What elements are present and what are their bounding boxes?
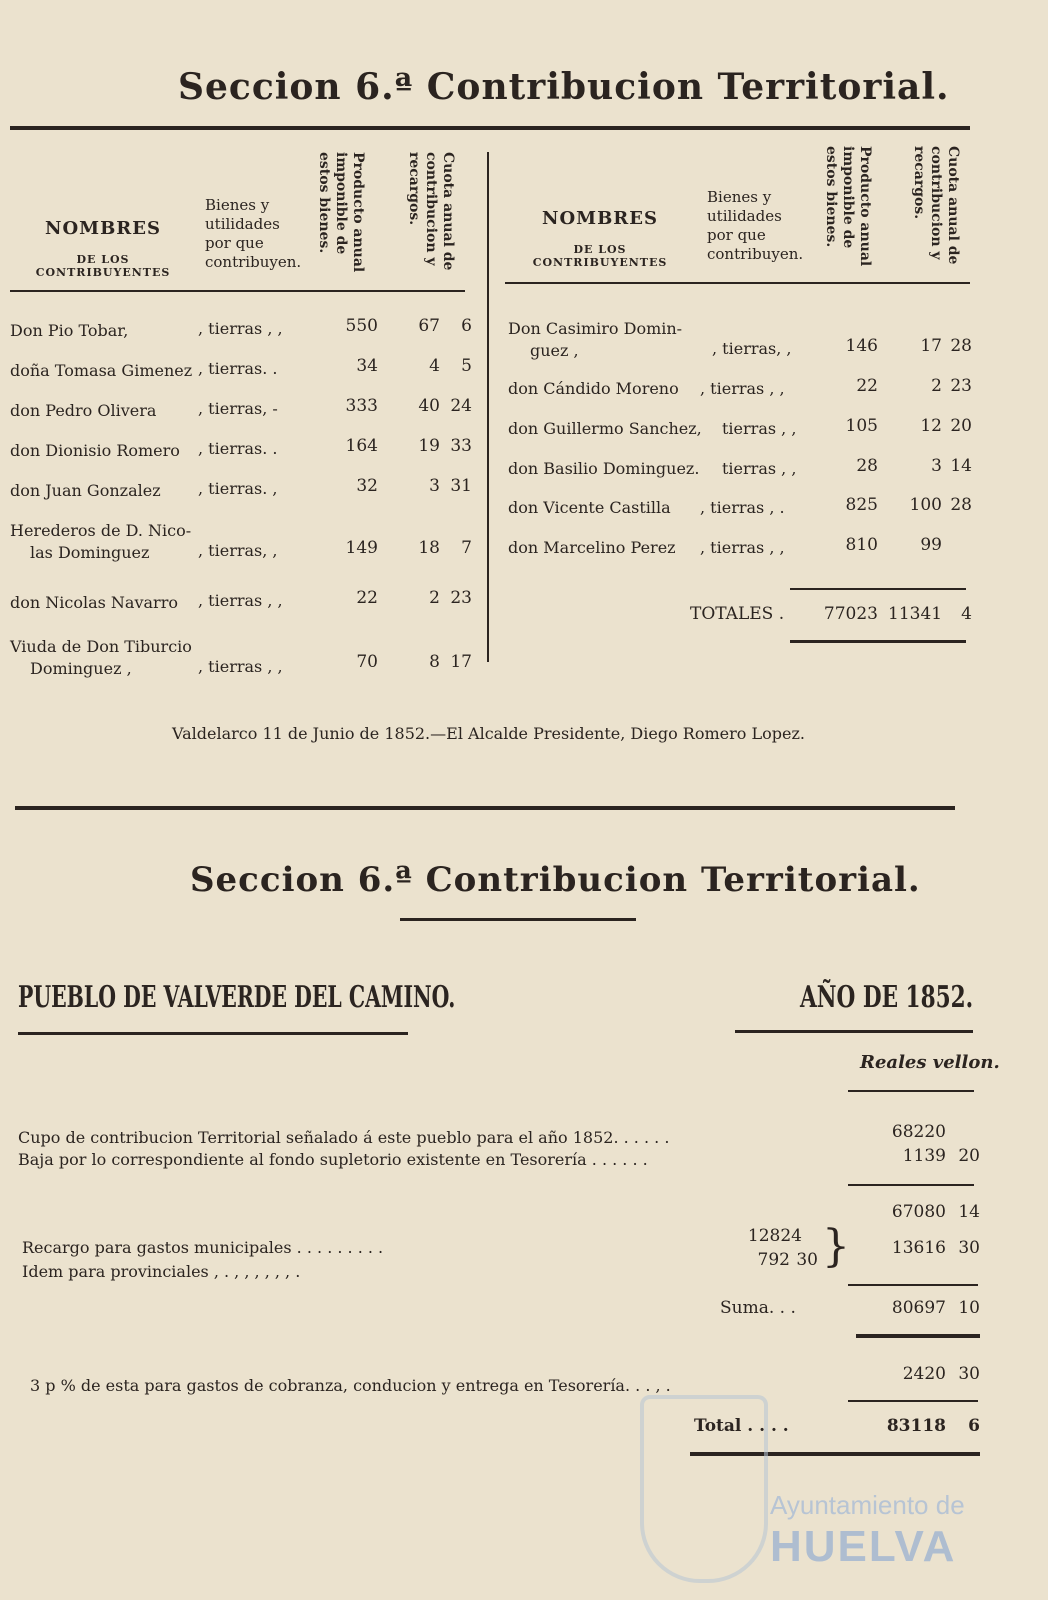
contributor-cuota-reales: 8	[429, 652, 440, 672]
contributor-cuota-reales: 40	[418, 396, 440, 416]
recargo-municipal-line: Recargo para gastos municipales . . . . . . . . .	[22, 1238, 384, 1257]
contributor-bienes: , tierras , ,	[198, 591, 283, 610]
contributor-producto: 149	[345, 538, 378, 558]
cobranza-value: 2420	[902, 1364, 946, 1384]
contributor-cuota-mrs: 6	[461, 316, 472, 336]
contributor-producto: 333	[345, 396, 378, 416]
city-seal-watermark	[640, 1395, 768, 1583]
contributor-cuota-reales: 4	[429, 356, 440, 376]
signature-line: Valdelarco 11 de Junio de 1852.—El Alcalde Presidente, Diego Romero Lopez.	[172, 724, 805, 743]
contributor-cuota-reales: 17	[920, 336, 942, 356]
contributor-bienes: , tierras, ,	[198, 541, 278, 560]
contributor-bienes: , tierras. .	[198, 359, 278, 378]
recargo-brace: }	[822, 1221, 850, 1272]
suma-rule-bottom	[856, 1334, 980, 1338]
contributor-name: don Basilio Dominguez.	[508, 459, 700, 478]
pueblo-rule	[18, 1032, 408, 1035]
contributor-name: don Cándido Moreno	[508, 379, 679, 398]
currency-rule	[848, 1090, 974, 1092]
cobranza-line: 3 p % de esta para gastos de cobranza, conducion y entrega en Tesorería. . . , .	[30, 1376, 671, 1395]
contributor-cuota-mrs: 17	[450, 652, 472, 672]
contributor-bienes: , tierras. ,	[198, 479, 278, 498]
contributor-producto: 105	[845, 416, 878, 436]
contributor-bienes: , tierras , ,	[700, 379, 785, 398]
contributor-producto: 550	[345, 316, 378, 336]
subtotal-value-mrs: 14	[958, 1202, 980, 1222]
totales-cuota-reales: 11341	[888, 604, 943, 624]
contributor-cuota-mrs: 28	[950, 495, 972, 515]
section-separator	[15, 806, 955, 810]
totales-rule-top	[790, 588, 966, 590]
contributor-name: doña Tomasa Gimenez	[10, 361, 193, 380]
right-header-producto: Producto anual imponible de estos bienes.	[823, 146, 873, 267]
cobranza-value-mrs: 30	[958, 1364, 980, 1384]
contributor-name: don Dionisio Romero	[10, 441, 180, 460]
top-section-title: Seccion 6.ª Contribucion Territorial.	[178, 66, 950, 108]
contributor-bienes: tierras , ,	[722, 419, 797, 438]
contributor-cuota-reales: 99	[920, 535, 942, 555]
contributor-bienes: , tierras , ,	[198, 319, 283, 338]
baja-value-mrs: 20	[958, 1146, 980, 1166]
contributor-producto: 22	[856, 376, 878, 396]
contributor-name: don Nicolas Navarro	[10, 593, 178, 612]
contributor-bienes: , tierras , ,	[700, 538, 785, 557]
contributor-cuota-reales: 19	[418, 436, 440, 456]
left-header-nombres: NOMBRES DE LOS CONTRIBUYENTES	[35, 218, 171, 279]
totales-label: TOTALES .	[690, 604, 785, 624]
contributor-bienes: , tierras, -	[198, 399, 278, 418]
contributor-bienes: tierras , ,	[722, 459, 797, 478]
contributor-cuota-reales: 100	[909, 495, 942, 515]
contributor-cuota-mrs: 20	[950, 416, 972, 436]
contributor-producto: 825	[845, 495, 878, 515]
contributor-cuota-reales: 3	[931, 456, 942, 476]
contributor-name-cont: guez ,	[530, 341, 579, 360]
contributor-producto: 22	[356, 588, 378, 608]
contributor-name-cont: Dominguez ,	[30, 659, 132, 678]
contributor-cuota-mrs: 23	[950, 376, 972, 396]
contributor-name: Don Casimiro Domin-	[508, 319, 683, 338]
contributor-cuota-reales: 3	[429, 476, 440, 496]
recargo-total-value-mrs: 30	[958, 1238, 980, 1258]
contributor-bienes: , tierras , .	[700, 498, 785, 517]
left-header-rule	[10, 290, 465, 292]
bottom-title-rule	[400, 918, 636, 921]
total-value: 83118	[886, 1416, 946, 1436]
currency-label: Reales vellon.	[860, 1052, 1000, 1073]
contributor-cuota-mrs: 33	[450, 436, 472, 456]
contributor-producto: 164	[345, 436, 378, 456]
contributor-producto: 810	[845, 535, 878, 555]
baja-line: Baja por lo correspondiente al fondo supletorio existente en Tesorería . . . . . .	[18, 1150, 648, 1169]
contributor-bienes: , tierras. .	[198, 439, 278, 458]
year-heading: AÑO DE 1852.	[800, 980, 974, 1015]
contributor-name: don Pedro Olivera	[10, 401, 157, 420]
recargo-total-value: 13616	[891, 1238, 946, 1258]
left-header-cuota: Cuota anual de contribucion y recargos.	[406, 152, 456, 271]
recargo-provincial-value-mrs: 30	[796, 1250, 818, 1270]
contributor-bienes: , tierras , ,	[198, 657, 283, 676]
subtotal-rule	[848, 1184, 974, 1186]
total-value-mrs: 6	[968, 1416, 980, 1436]
contributor-name: Herederos de D. Nico-	[10, 521, 192, 540]
contributor-producto: 70	[356, 652, 378, 672]
contributor-cuota-mrs: 7	[461, 538, 472, 558]
contributor-name: Don Pio Tobar,	[10, 321, 129, 340]
contributor-producto: 146	[845, 336, 878, 356]
watermark-line1: Ayuntamiento de	[770, 1490, 965, 1520]
contributor-cuota-mrs: 28	[950, 336, 972, 356]
year-rule	[735, 1030, 973, 1033]
contributor-cuota-mrs: 23	[450, 588, 472, 608]
suma-rule	[848, 1284, 978, 1286]
suma-value: 80697	[891, 1298, 946, 1318]
contributor-cuota-reales: 2	[931, 376, 942, 396]
right-header-cuota: Cuota anual de contribucion y recargos.	[911, 146, 961, 265]
contributor-cuota-mrs: 24	[450, 396, 472, 416]
contributor-producto: 32	[356, 476, 378, 496]
recargo-provincial-value: 792	[757, 1250, 790, 1270]
contributor-cuota-mrs: 31	[450, 476, 472, 496]
right-header-bienes: Bienes y utilidades por que contribuyen.	[707, 188, 804, 263]
contributor-cuota-reales: 18	[418, 538, 440, 558]
cupo-value: 68220	[891, 1122, 946, 1142]
bottom-section-title: Seccion 6.ª Contribucion Territorial.	[190, 860, 921, 900]
contributor-bienes: , tierras, ,	[712, 339, 792, 358]
cupo-line: Cupo de contribucion Territorial señalado á este pueblo para el año 1852. . . . . .	[18, 1128, 670, 1147]
contributor-name: don Juan Gonzalez	[10, 481, 161, 500]
contributor-cuota-mrs: 14	[950, 456, 972, 476]
recargo-municipal-value: 12824	[747, 1226, 802, 1246]
totales-cuota-mrs: 4	[961, 604, 972, 624]
top-title-rule	[10, 126, 970, 130]
contributor-name-cont: las Dominguez	[30, 543, 150, 562]
contributor-name: don Guillermo Sanchez,	[508, 419, 702, 438]
contributor-name: Viuda de Don Tiburcio	[10, 637, 192, 656]
contributor-producto: 34	[356, 356, 378, 376]
total-label: Total . . . .	[694, 1416, 789, 1436]
recargo-provincial-line: Idem para provinciales , . , , , , , , .	[22, 1262, 301, 1281]
totales-rule-bottom	[790, 640, 966, 643]
right-header-rule	[505, 282, 970, 284]
left-header-producto: Producto anual imponible de estos bienes.	[316, 152, 366, 273]
suma-label: Suma. . .	[720, 1298, 796, 1318]
watermark-line2: HUELVA	[770, 1522, 957, 1571]
center-column-divider	[487, 152, 489, 662]
totales-producto: 77023	[823, 604, 878, 624]
contributor-cuota-reales: 2	[429, 588, 440, 608]
suma-value-mrs: 10	[958, 1298, 980, 1318]
left-header-bienes: Bienes y utilidades por que contribuyen.	[205, 196, 302, 271]
contributor-name: don Vicente Castilla	[508, 498, 671, 517]
right-header-nombres: NOMBRES DE LOS CONTRIBUYENTES	[532, 208, 668, 269]
contributor-producto: 28	[856, 456, 878, 476]
contributor-name: don Marcelino Perez	[508, 538, 676, 557]
contributor-cuota-reales: 12	[920, 416, 942, 436]
baja-value: 1139	[902, 1146, 946, 1166]
pueblo-heading: PUEBLO DE VALVERDE DEL CAMINO.	[18, 980, 456, 1015]
contributor-cuota-reales: 67	[418, 316, 440, 336]
contributor-cuota-mrs: 5	[461, 356, 472, 376]
subtotal-value: 67080	[891, 1202, 946, 1222]
total-rule	[848, 1400, 978, 1402]
